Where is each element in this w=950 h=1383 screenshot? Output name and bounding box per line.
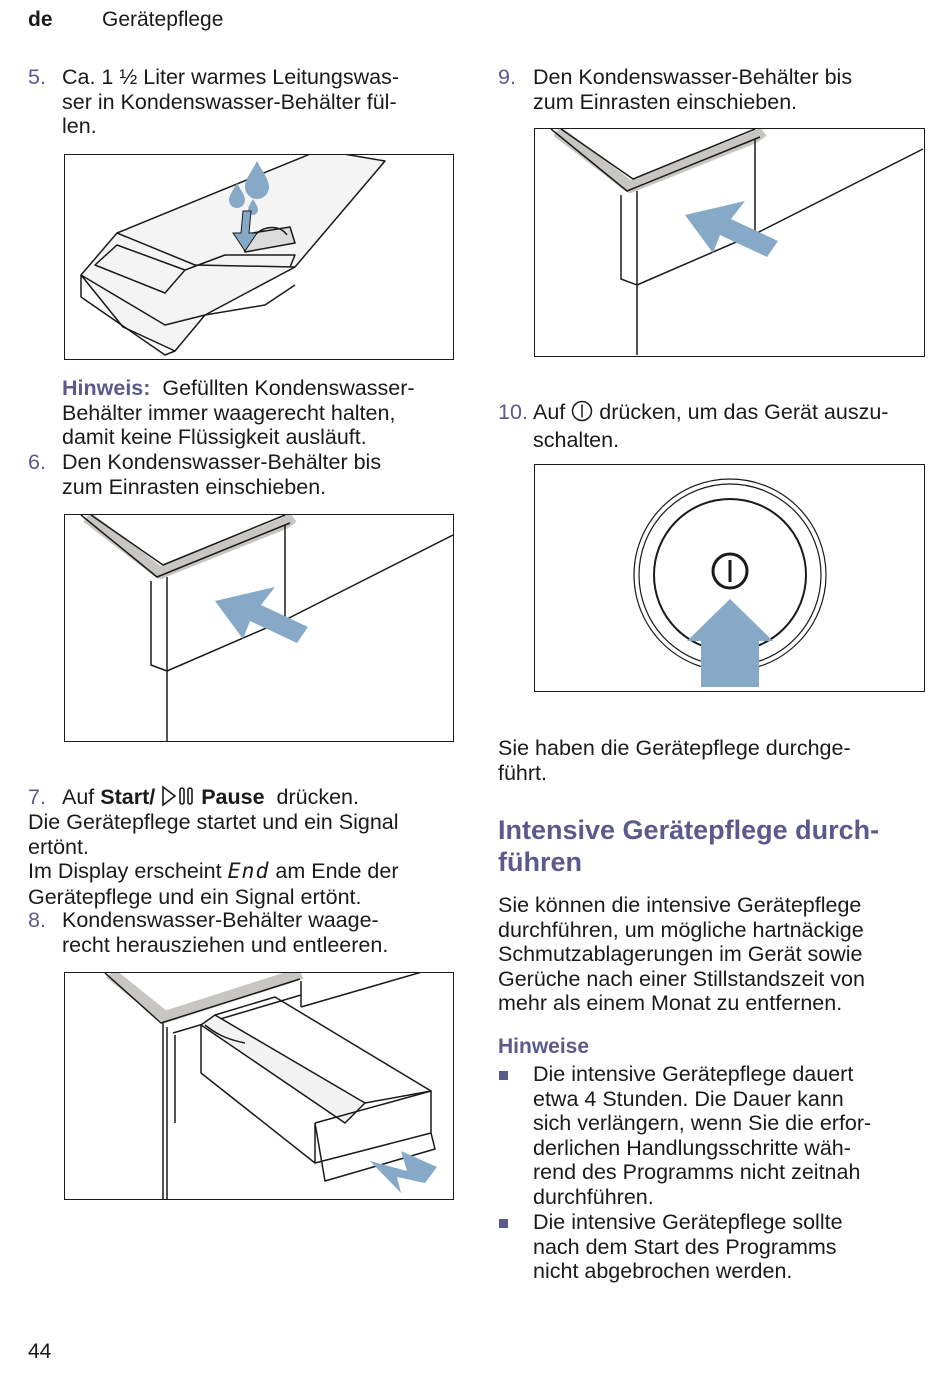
step-7-number: 7. [28,785,46,809]
power-icon [571,400,593,428]
figure-pull-out-container [64,972,454,1200]
play-pause-icon [161,785,195,813]
figure-power-button [534,464,925,692]
bullet-icon [499,1071,508,1080]
figure-insert-container-left [64,514,454,742]
figure-fill-container [64,154,454,360]
step-9-number: 9. [498,65,516,89]
bullet-icon [499,1219,508,1228]
step-8-text: Kondenswasser-Behälter waage- recht herausziehen und entleeren. [62,908,389,957]
start-button-label: Start/ [100,785,156,809]
page-number: 44 [28,1340,52,1363]
header-section-title: Gerätepflege [102,8,224,31]
step-6-text: Den Kondenswasser-Behälter bis zum Einrasten einschieben. [62,450,382,499]
step-7-line-1: Auf Start/ Pause drücken. [62,785,359,813]
step-10-number: 10. [498,400,528,424]
step-5-number: 5. [28,65,46,89]
step-6-number: 6. [28,450,46,474]
step-7-text: Die Gerätepflege startet und ein Signal ertönt. Im Display erscheint End am Ende der Gerätepflege und ein Signal ertönt. [28,810,399,909]
notes-heading: Hinweise [498,1035,590,1058]
note-text: Hinweis: Gefüllten Kondenswasser- Behälter immer waagerecht halten, damit keine Flüssigkeit ausläuft. [62,376,415,449]
intro-paragraph: Sie können die intensive Gerätepflege durchführen, um mögliche hartnäckige Schmutzablagerungen im Gerät sowie Gerüche nach einer Stillstandszeit von mehr als einem Monat zu entfernen. [498,893,865,1015]
step-10-text: Auf drücken, um das Gerät auszu- schalten. [533,400,889,452]
figure-insert-container-right [534,128,925,357]
header-language: de [28,8,53,31]
notes-item: Die intensive Gerätepflege dauert etwa 4 Stunden. Die Dauer kann sich verlängern, wenn Sie die erfor- derlichen Handlungsschritte wäh- rend des Programms nicht zeitnah durchführen. [533,1062,872,1209]
section-heading: Intensive Gerätepflege durch- führen [498,815,880,877]
step-9-text: Den Kondenswasser-Behälter bis zum Einrasten einschieben. [533,65,853,114]
pause-button-label: Pause [201,785,265,809]
notes-item: Die intensive Gerätepflege sollte nach dem Start des Programms nicht abgebrochen werden. [533,1210,843,1283]
step-5-text: Ca. 1 ½ Liter warmes Leitungswas- ser in Kondenswasser-Behälter fül- len. [62,65,399,138]
completion-text: Sie haben die Gerätepflege durchge- führt. [498,736,851,785]
step-8-number: 8. [28,908,46,932]
display-end-glyph: End [227,859,270,884]
note-label: Hinweis: [62,376,151,400]
